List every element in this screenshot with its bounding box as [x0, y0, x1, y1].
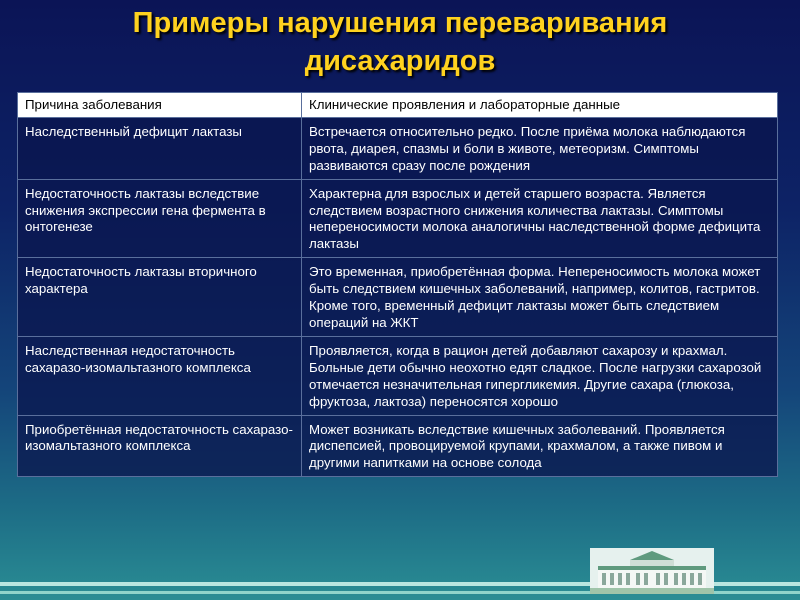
symptoms-cell: Это временная, приобретённая форма. Непереносимость молока может быть следствием кишечных заболеваний, например, колитов, гастритов. Кроме того, временный дефицит лактазы может быть следствием операций на ЖКТ	[302, 258, 778, 337]
title-line-1: Примеры нарушения переваривания	[132, 7, 668, 39]
table-row	[18, 179, 778, 258]
table-row	[18, 258, 778, 337]
building-icon	[590, 548, 714, 594]
cause-cell: Недостаточность лактазы вторичного характера	[18, 258, 302, 337]
cause-cell: Приобретённая недостаточность сахаразо-изомальтазного комплекса	[18, 415, 302, 477]
table-row	[18, 117, 778, 179]
header-cause: Причина заболевания	[18, 93, 302, 118]
cause-cell: Наследственная недостаточность сахаразо-изомальтазного комплекса	[18, 336, 302, 415]
disaccharide-disorders-table	[17, 92, 778, 477]
symptoms-cell: Характерна для взрослых и детей старшего возраста. Является следствием возрастного снижения количества лактазы. Симптомы непереносимости молока аналогичны наследственной форме дефицита лактазы	[302, 179, 778, 258]
table-row	[18, 336, 778, 415]
cause-cell: Наследственный дефицит лактазы	[18, 117, 302, 179]
table-header-row	[18, 93, 778, 118]
symptoms-cell: Проявляется, когда в рацион детей добавляют сахарозу и крахмал. Больные дети обычно неохотно едят сладкое. После нагрузки сахарозой отмечается незначительная гипергликемия. Другие сахара (глюкоза, фруктоза, лактоза) переносятся хорошо	[302, 336, 778, 415]
header-symptoms: Клинические проявления и лабораторные данные	[302, 93, 778, 118]
slide-title	[0, 4, 800, 80]
title-line-2: дисахаридов	[304, 45, 496, 77]
table-row	[18, 415, 778, 477]
symptoms-cell: Может возникать вследствие кишечных заболеваний. Проявляется диспепсией, провоцируемой крупами, крахмалом, а также пивом и другими напитками на основе солода	[302, 415, 778, 477]
symptoms-cell: Встречается относительно редко. После приёма молока наблюдаются рвота, диарея, спазмы и боли в животе, метеоризм. Симптомы развиваются сразу после рождения	[302, 117, 778, 179]
cause-cell: Недостаточность лактазы вследствие снижения экспрессии гена фермента в онтогенезе	[18, 179, 302, 258]
